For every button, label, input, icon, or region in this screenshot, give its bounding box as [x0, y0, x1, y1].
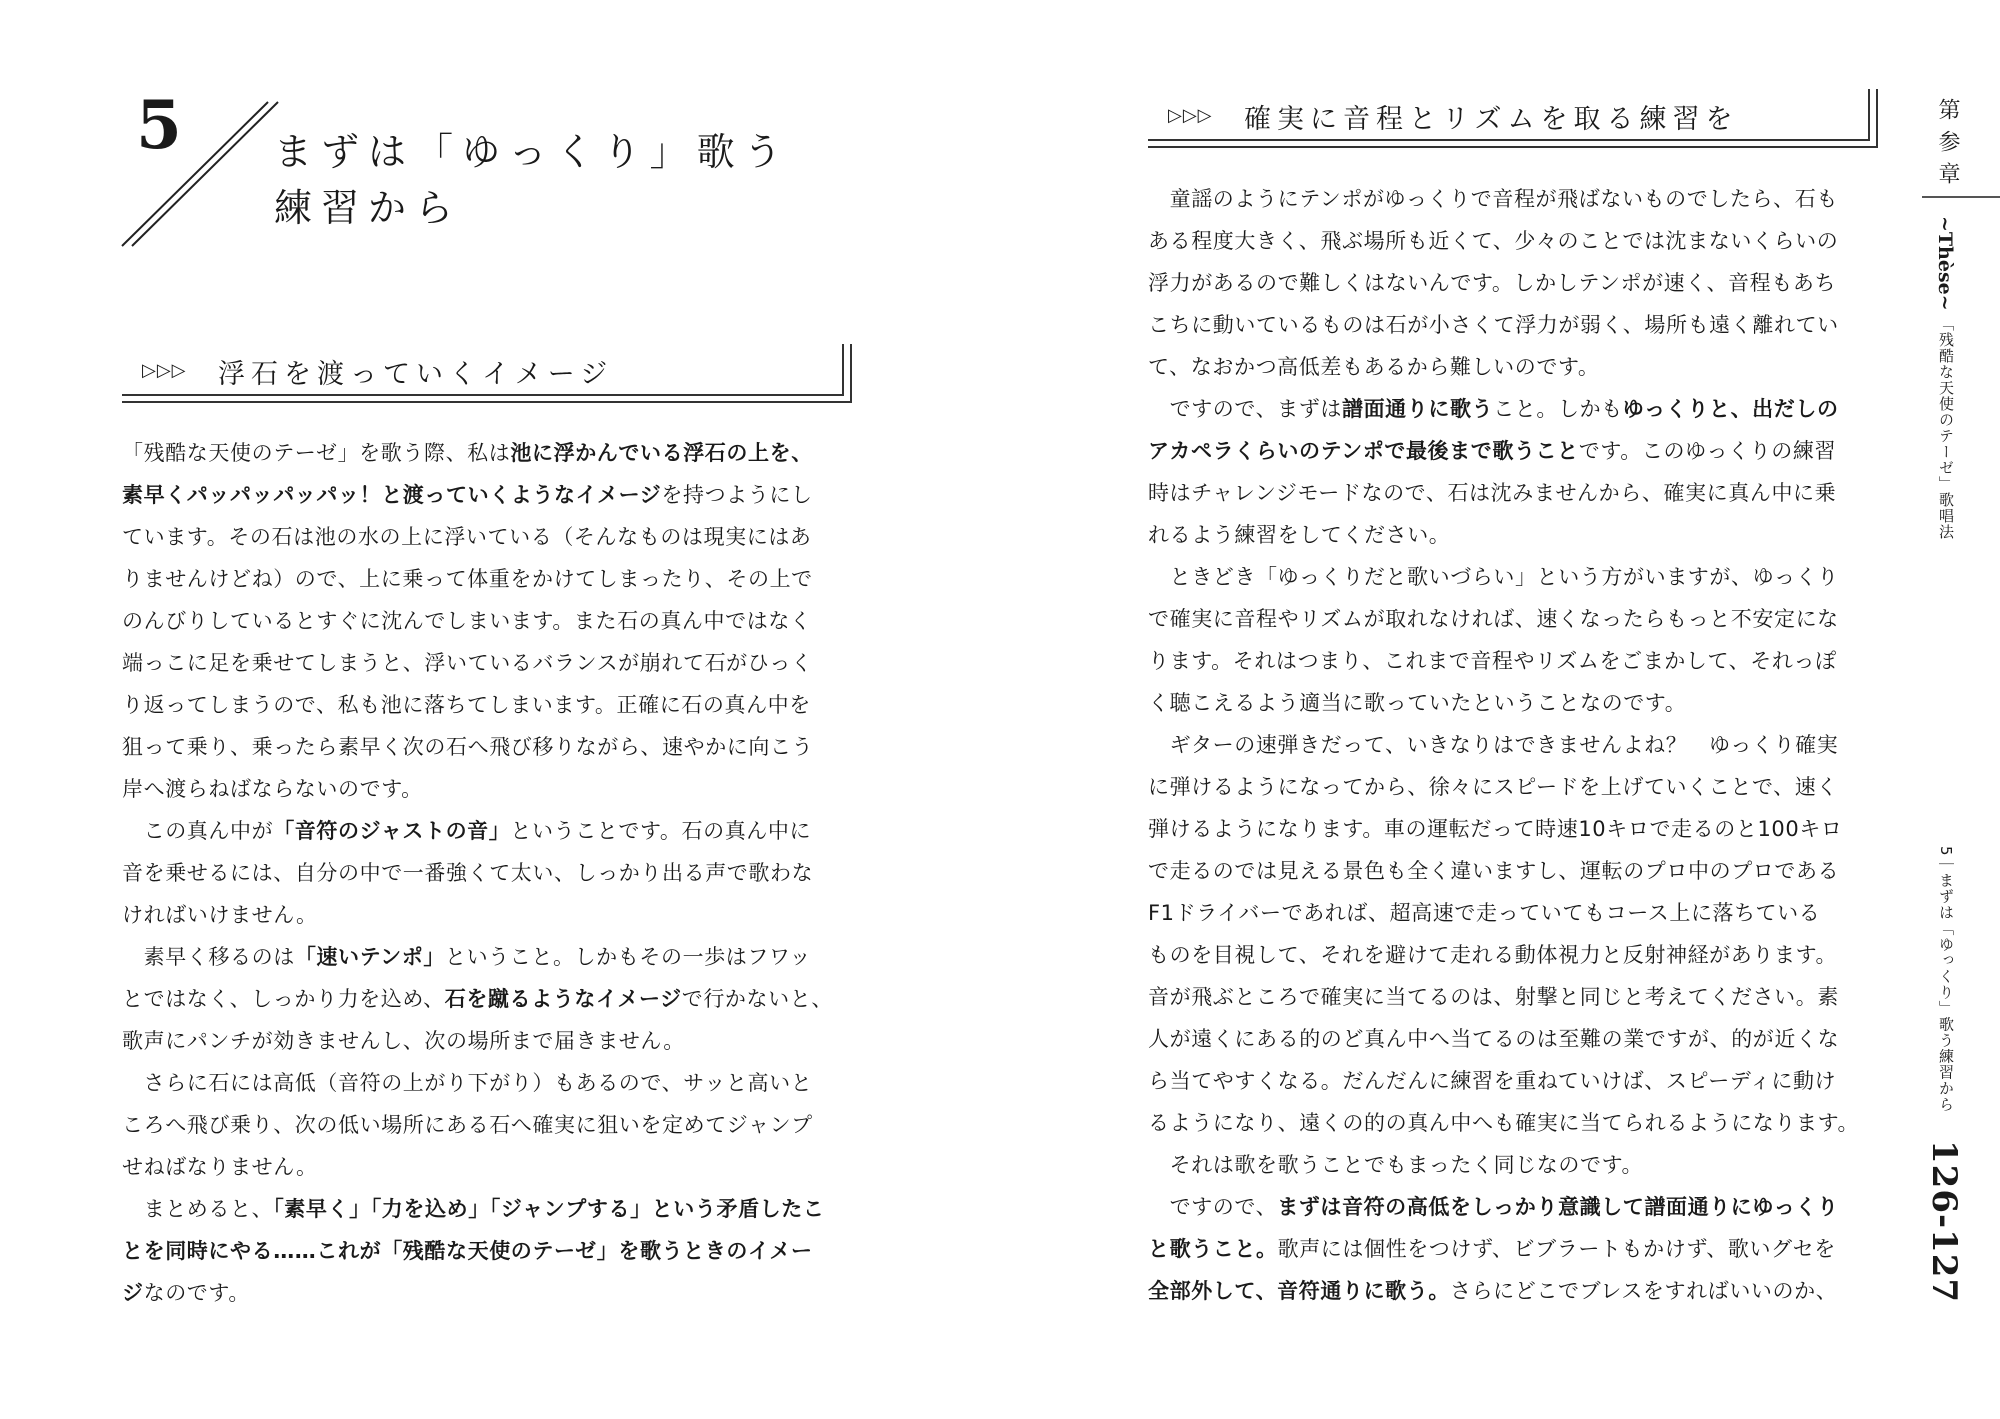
text-span: 「残酷な天使のテーゼ」を歌う際、私は	[122, 441, 511, 465]
text-span: 人が遠くにある的のど真ん中へ当てるのは至難の業ですが、的が近くな	[1148, 1027, 1840, 1051]
text-line	[1148, 682, 1878, 724]
text-line	[122, 642, 852, 684]
text-span: ですので、まずは	[1148, 397, 1342, 421]
bold-text-span: 「音符のジャストの音」	[273, 819, 511, 843]
text-span: さらに石には高低（音符の上がり下がり）もあるので、サッと高いと	[122, 1071, 813, 1095]
text-line	[1148, 514, 1878, 556]
bold-text-span: アカペラくらいのテンポで最後まで歌うこと	[1148, 439, 1579, 463]
text-line	[1148, 262, 1878, 304]
section-heading-pitch-rhythm	[1148, 95, 1870, 141]
text-line	[122, 810, 852, 852]
text-line	[122, 1146, 852, 1188]
bold-text-span: 素早くパッパッパッパッ！と渡っていくようなイメージ	[122, 483, 662, 507]
bold-text-span: とを同時にやる……これが「残酷な天使のテーゼ」を歌うときのイメー	[122, 1239, 813, 1263]
text-line	[1148, 220, 1878, 262]
text-span: それは歌を歌うことでもまったく同じなのです。	[1148, 1153, 1644, 1177]
text-span: 狙って乗り、乗ったら素早く次の石へ飛び移りながら、速やかに向こう	[122, 735, 814, 759]
text-line	[1148, 178, 1878, 220]
text-span: ですので、	[1148, 1195, 1278, 1219]
bold-text-span: 池に浮かんでいる浮石の上を、	[510, 441, 813, 465]
text-line	[1148, 1228, 1878, 1270]
text-line	[1148, 430, 1878, 472]
text-span: ら当てやすくなる。だんだんに練習を重ねていけば、スピーディに動け	[1148, 1069, 1837, 1093]
left-body-text	[122, 432, 852, 1314]
text-line	[122, 1230, 852, 1272]
right-body-text	[1148, 178, 1878, 1312]
text-span: この真ん中が	[122, 819, 274, 843]
bold-text-span: と歌うこと。	[1148, 1237, 1278, 1261]
text-line	[1148, 1186, 1878, 1228]
bold-text-span: 「速いテンポ」	[294, 945, 445, 969]
text-line	[122, 936, 852, 978]
sidebar-chapter-label: 第参章	[1935, 98, 1960, 194]
text-line	[1148, 1102, 1878, 1144]
text-line	[1148, 556, 1878, 598]
sidebar-section-label: 5｜まずは「ゆっくり」歌う練習から	[1937, 846, 1955, 1113]
text-span: こと。しかも	[1493, 397, 1623, 421]
text-span: ものを目視して、それを避けて走れる動体視力と反射神経があります。	[1148, 943, 1838, 967]
text-span: こちに動いているものは石が小さくて浮力が弱く、場所も遠く離れてい	[1148, 313, 1839, 337]
text-span: 歌声には個性をつけず、ビブラートもかけず、歌いグセを	[1277, 1237, 1836, 1261]
text-line	[122, 1020, 852, 1062]
text-span: さらにどこでブレスをすればいいのか、	[1449, 1279, 1838, 1303]
text-span: まとめると、	[122, 1197, 274, 1221]
text-span: で行かないと、	[681, 987, 833, 1011]
text-span: 音を乗せるには、自分の中で一番強くて太い、しっかり出る声で歌わな	[122, 861, 814, 885]
text-line	[1148, 304, 1878, 346]
chapter-slash-decoration	[118, 96, 298, 256]
text-span: せねばなりません。	[122, 1155, 318, 1179]
text-span: で確実に音程やリズムが取れなければ、速くなったらもっと不安定にな	[1148, 607, 1839, 631]
text-span: を持つようにし	[661, 483, 813, 507]
text-span: なのです。	[143, 1281, 250, 1305]
text-span: く聴こえるよう適当に歌っていたということなのです。	[1148, 691, 1687, 715]
text-line	[1148, 766, 1878, 808]
bold-text-span: ゆっくりと、出だしの	[1622, 397, 1839, 421]
text-line	[1148, 808, 1878, 850]
bold-text-span: 譜面通りに歌う	[1341, 397, 1494, 421]
text-line	[122, 558, 852, 600]
text-line	[1148, 724, 1878, 766]
text-span: て、なおかつ高低差もあるから難しいのです。	[1148, 355, 1600, 379]
bold-text-span: 全部外して、音符通りに歌う。	[1148, 1279, 1450, 1303]
text-line	[1148, 850, 1878, 892]
right-page	[1000, 0, 2000, 1419]
text-span: ギターの速弾きだって、いきなりはできませんよね？ ゆっくり確実	[1148, 733, 1839, 757]
text-line	[122, 516, 852, 558]
text-span: に弾けるようになってから、徐々にスピードを上げていくことで、速く	[1148, 775, 1838, 799]
text-line	[1148, 388, 1878, 430]
chapter-title-line-2: 練習から	[274, 186, 463, 230]
text-line	[122, 684, 852, 726]
bold-text-span: まずは音符の高低をしっかり意識して譜面通りにゆっくり	[1277, 1195, 1839, 1219]
text-line	[122, 1272, 852, 1314]
text-span: で走るのでは見える景色も全く違いますし、運転のプロ中のプロである	[1148, 859, 1840, 883]
text-span: 童謡のようにテンポがゆっくりで音程が飛ばないものでしたら、石も	[1148, 187, 1838, 211]
text-span: りませんけどね）ので、上に乗って体重をかけてしまったり、その上で	[122, 567, 813, 591]
text-line	[1148, 892, 1878, 934]
text-span: とではなく、しっかり力を込め、	[122, 987, 445, 1011]
text-line	[122, 474, 852, 516]
text-line	[122, 726, 852, 768]
text-span: 音が飛ぶところで確実に当てるのは、射撃と同じと考えてください。素	[1148, 985, 1839, 1009]
text-span: 浮力があるので難しくはないんです。しかしテンポが速く、音程もあち	[1148, 271, 1837, 295]
section-heading-text: 確実に音程とリズムを取る練習を	[1244, 104, 1739, 135]
text-span: ということです。石の真ん中に	[510, 819, 812, 843]
bold-text-span: 石を蹴るようなイメージ	[444, 987, 682, 1011]
bold-text-span: ジ	[122, 1281, 144, 1305]
text-line	[122, 768, 852, 810]
text-line	[1148, 1144, 1878, 1186]
text-line	[1148, 1270, 1878, 1312]
bold-text-span: 「素早く」「力を込め」「ジャンプする」という矛盾したこ	[273, 1197, 825, 1221]
text-span: ということ。しかもその一歩はフワッ	[444, 945, 812, 969]
text-line	[122, 1188, 852, 1230]
text-span: り返ってしまうので、私も池に落ちてしまいます。正確に石の真ん中を	[122, 693, 811, 717]
text-span: 時はチャレンジモードなので、石は沈みませんから、確実に真ん中に乗	[1148, 481, 1837, 505]
text-line	[1148, 1018, 1878, 1060]
page-numbers: 126-127	[1924, 1140, 1964, 1304]
triple-arrow-icon: ▷▷▷	[142, 360, 187, 381]
text-line	[122, 1062, 852, 1104]
text-span: 岸へ渡らねばならないのです。	[122, 777, 423, 801]
text-span: F1ドライバーであれば、超高速で走っていてもコース上に落ちている	[1148, 901, 1821, 925]
sidebar-divider	[1922, 196, 2000, 198]
text-line	[122, 894, 852, 936]
section-heading-text: 浮石を渡っていくイメージ	[218, 359, 614, 390]
text-span: 歌声にパンチが効きませんし、次の場所まで届きません。	[122, 1029, 685, 1053]
text-line	[1148, 976, 1878, 1018]
text-span: ある程度大きく、飛ぶ場所も近くて、少々のことでは沈まないくらいの	[1148, 229, 1839, 253]
text-span: ときどき「ゆっくりだと歌いづらい」という方がいますが、ゆっくり	[1148, 565, 1839, 589]
text-line	[122, 600, 852, 642]
text-line	[1148, 346, 1878, 388]
section-heading-floating-stones	[122, 350, 844, 396]
text-span: のんびりしているとすぐに沈んでしまいます。また石の真ん中ではなく	[122, 609, 812, 633]
text-line	[1148, 934, 1878, 976]
text-span: ています。その石は池の水の上に浮いている（そんなものは現実にはあ	[122, 525, 812, 549]
sidebar-theme-label: ~Thèse~	[1934, 216, 1956, 311]
chapter-title-line-1: まずは「ゆっくり」歌う	[274, 130, 791, 174]
text-span: 素早く移るのは	[122, 945, 295, 969]
text-span: ければいけません。	[122, 903, 318, 927]
text-line	[122, 978, 852, 1020]
text-span: るようになり、遠くの的の真ん中へも確実に当てられるようになります。	[1148, 1111, 1860, 1135]
text-line	[122, 852, 852, 894]
triple-arrow-icon: ▷▷▷	[1168, 105, 1213, 126]
text-span: ります。それはつまり、これまで音程やリズムをごまかして、それっぽ	[1148, 649, 1837, 673]
text-line	[1148, 472, 1878, 514]
text-line	[1148, 598, 1878, 640]
sidebar-book-label: 「残酷な天使のテーゼ」歌唱法	[1937, 316, 1955, 540]
text-span: 弾けるようになります。車の運転だって時速10キロで走るのと100キロ	[1148, 817, 1843, 841]
chapter-title	[274, 124, 791, 236]
text-span: れるよう練習をしてください。	[1148, 523, 1451, 547]
text-line	[122, 1104, 852, 1146]
text-span: ころへ飛び乗り、次の低い場所にある石へ確実に狙いを定めてジャンプ	[122, 1113, 813, 1137]
chapter-number: 5	[136, 86, 182, 164]
text-span: です。このゆっくりの練習	[1578, 439, 1837, 463]
text-line	[1148, 640, 1878, 682]
text-line	[1148, 1060, 1878, 1102]
text-line	[122, 432, 852, 474]
text-span: 端っこに足を乗せてしまうと、浮いているバランスが崩れて石がひっく	[122, 651, 813, 675]
